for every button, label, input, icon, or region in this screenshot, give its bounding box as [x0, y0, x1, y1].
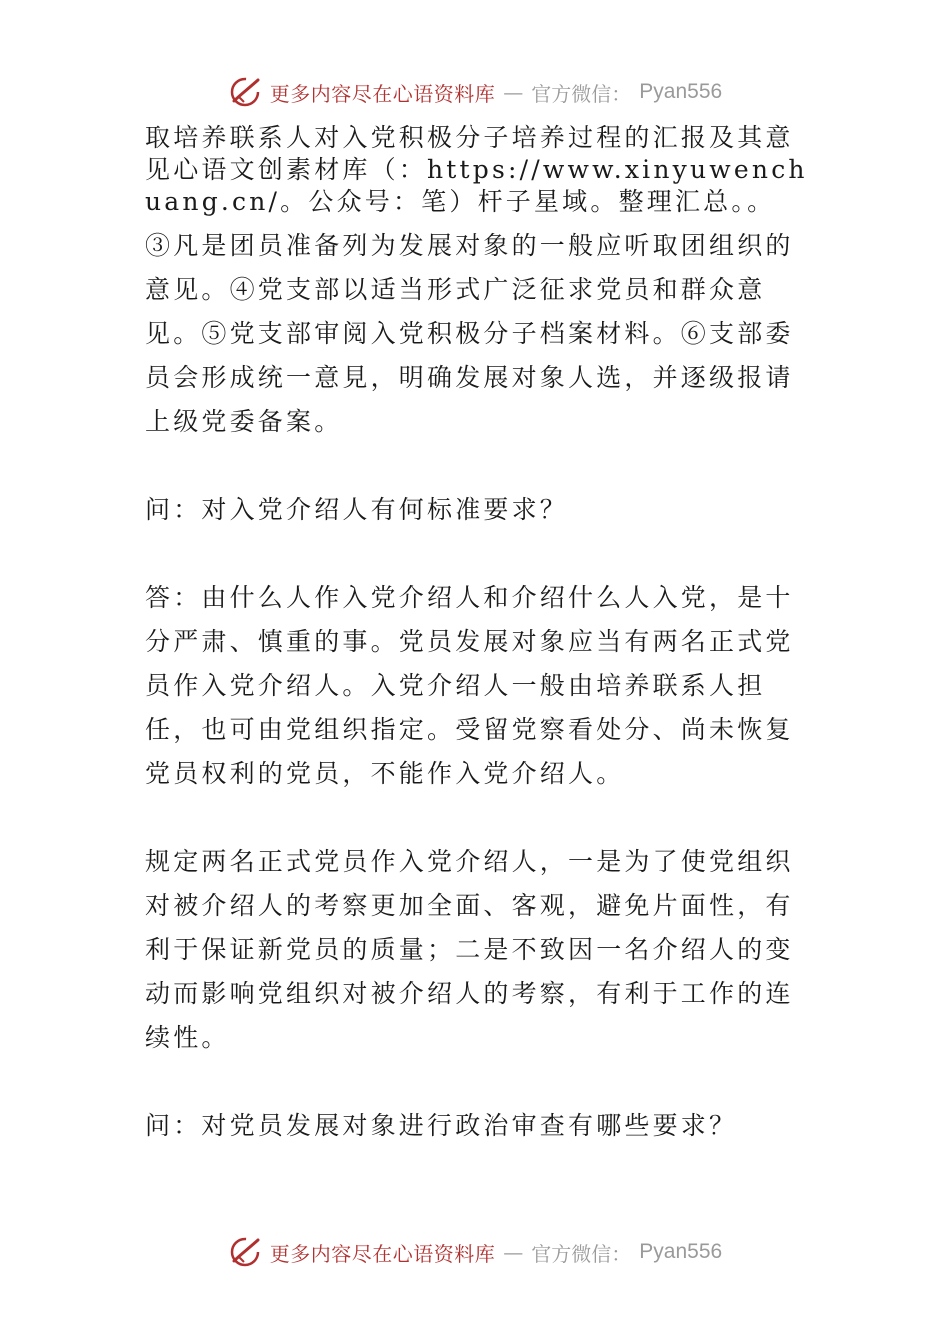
- watermark-wechat-id: Pyan556: [639, 1240, 723, 1263]
- paragraph-two-introducers: 规定两名正式党员作入党介绍人，一是为了使党组织对被介绍人的考察更加全面、客观，避免片面性，有利于保证新党员的质量；二是不致因一名介绍人的变动而影响党组织对被介绍人的考察，有利于工作的连续性。: [145, 847, 794, 1052]
- brush-logo-icon: [228, 75, 262, 109]
- paragraph-steps: ③凡是团员准备列为发展对象的一般应听取团组织的意见。④党支部以适当形式广泛征求党员和群众意见。⑤党支部审阅入党积极分子档案材料。⑥支部委员会形成统一意見，明确发展对象人选，并逐级报请上级党委备案。: [145, 231, 794, 436]
- watermark-dash: —: [503, 1240, 524, 1264]
- answer-introducer-standards: 答：由什么人作入党介绍人和介绍什么人入党，是十分严肃、慎重的事。党员发展对象应当有两名正式党员作入党介绍人。入党介绍人一般由培养联系人担任，也可由党组织指定。受留党察看处分、尚未恢复党员权利的党员，不能作入党介绍人。: [145, 583, 794, 788]
- header-watermark: [0, 70, 950, 114]
- watermark-wechat-id: Pyan556: [639, 80, 723, 103]
- watermark-wechat-label: 官方微信：: [531, 81, 632, 106]
- question-introducer-standards: 问：对入党介绍人有何标准要求？: [145, 495, 569, 524]
- watermark-dash: —: [503, 80, 524, 104]
- watermark-site-text: 更多内容尽在心语资料库: [269, 1241, 496, 1266]
- document-body: [145, 122, 815, 1148]
- footer-watermark: [0, 1230, 950, 1274]
- question-political-review: 问：对党员发展对象进行政治审查有哪些要求？: [145, 1111, 738, 1140]
- watermark-wechat-label: 官方微信：: [531, 1241, 632, 1266]
- watermark-site-text: 更多内容尽在心语资料库: [269, 81, 496, 106]
- paragraph-continued: 取培养联系人对入党积极分子培养过程的汇报及其意见心语文创素材库（：https://www.xinyuwenchuang.cn/。公众号：笔）杆子星域。整理汇总。。: [145, 123, 808, 216]
- brush-logo-icon: [228, 1235, 262, 1269]
